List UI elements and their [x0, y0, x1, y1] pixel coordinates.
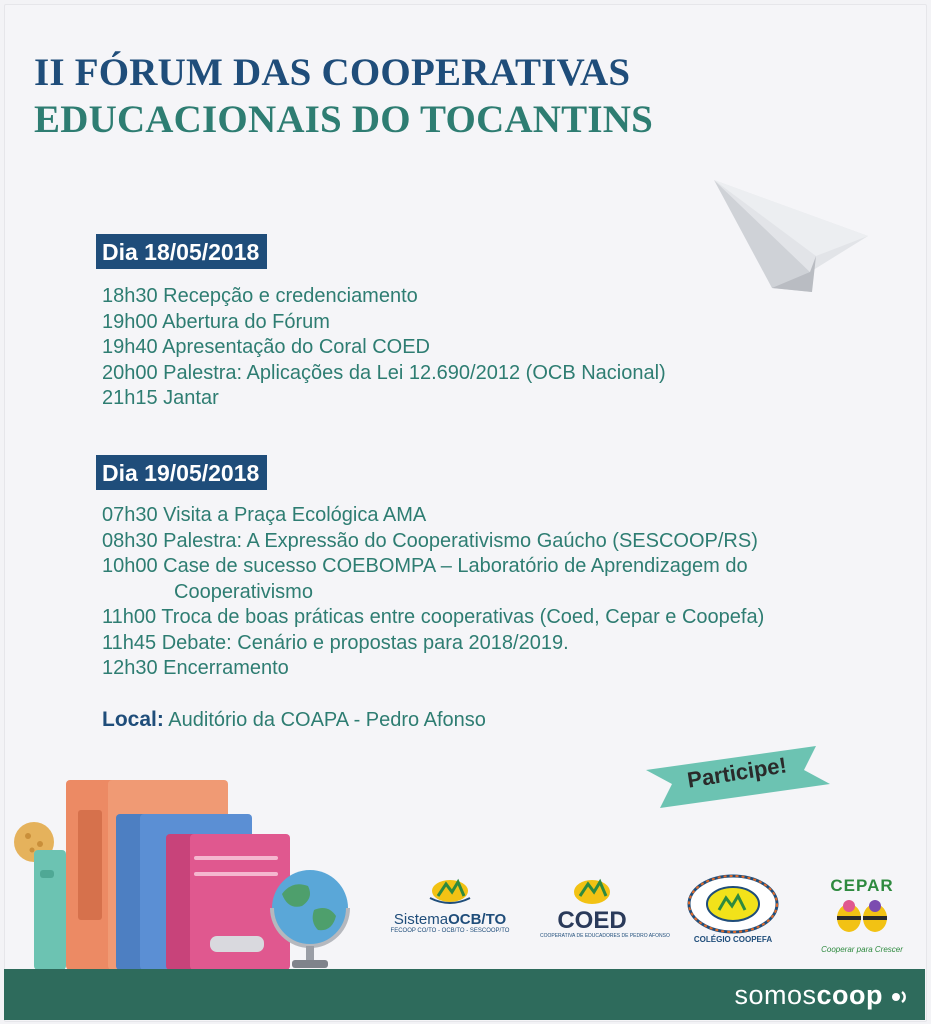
schedule-item: 19h00 Abertura do Fórum	[102, 310, 330, 333]
day2-schedule	[102, 503, 764, 682]
schedule-item: 10h00 Case de sucesso COEBOMPA – Laboratório de Aprendizagem do	[102, 555, 748, 577]
schedule-item: 21h15 Jantar	[102, 387, 219, 409]
schedule-item: 20h00 Palestra: Aplicações da Lei 12.690/2012 (OCB Nacional)	[102, 361, 666, 384]
schedule-item: 11h00 Troca de boas práticas entre cooperativas (Coed, Cepar e Coopefa)	[102, 606, 765, 628]
coopefa-emblem-icon	[683, 872, 783, 934]
ocb-subtitle: FECOOP CO/TO - OCB/TO - SESCOOP/TO	[390, 928, 510, 934]
title-line-1: II FÓRUM DAS COOPERATIVAS	[34, 51, 631, 94]
location-label: Local:	[102, 708, 164, 731]
coed-subtitle: COOPERATIVA DE EDUCADORES DE PEDRO AFONSO	[540, 933, 670, 939]
schedule-item: 07h30 Visita a Praça Ecológica AMA	[102, 504, 427, 526]
schedule-item-continuation	[102, 580, 764, 606]
books-globe-illustration	[10, 770, 360, 970]
paper-plane-icon	[712, 172, 872, 292]
location	[102, 708, 486, 732]
cepar-slogan: Cooperar para Crescer	[821, 945, 903, 954]
schedule-item: 11h45 Debate: Cenário e propostas para 2018/2019.	[102, 631, 569, 654]
day1-schedule	[102, 284, 666, 412]
cepar-bees-icon	[827, 896, 897, 940]
ocb-name-b: OCB/TO	[448, 911, 507, 928]
somoscoop-brand	[734, 980, 909, 1011]
title-line-2: EDUCACIONAIS DO TOCANTINS	[34, 98, 654, 141]
schedule-item-wrap: Cooperativismo	[174, 580, 313, 603]
brand-part-b: coop	[816, 980, 883, 1010]
schedule-item: 12h30 Encerramento	[102, 657, 289, 679]
brand-part-a: somos	[734, 980, 817, 1010]
coed-name: COED	[557, 907, 627, 934]
schedule-item: 08h30 Palestra: A Expressão do Cooperativismo Gaúcho (SESCOOP/RS)	[102, 529, 758, 552]
ocb-emblem-icon	[428, 876, 472, 906]
brand-dots-icon	[891, 990, 909, 1004]
day1-badge: Dia 18/05/2018	[96, 234, 267, 269]
cta-label[interactable]: Participe!	[685, 752, 789, 793]
coed-emblem-icon	[568, 876, 616, 904]
ocb-name-a: Sistema	[393, 911, 449, 928]
logo-colegio-coopefa	[678, 872, 788, 944]
location-value: Auditório da COAPA - Pedro Afonso	[168, 709, 486, 731]
schedule-item: 18h30 Recepção e credenciamento	[102, 285, 418, 307]
logo-sistema-ocb	[384, 876, 516, 934]
logo-coed	[540, 876, 670, 939]
schedule-item: 19h40 Apresentação do Coral COED	[102, 336, 430, 358]
coopefa-name: COLÉGIO COOPEFA	[693, 935, 773, 944]
day2-badge: Dia 19/05/2018	[96, 455, 267, 490]
logo-cepar	[814, 876, 910, 954]
cepar-name: CEPAR	[830, 876, 894, 895]
